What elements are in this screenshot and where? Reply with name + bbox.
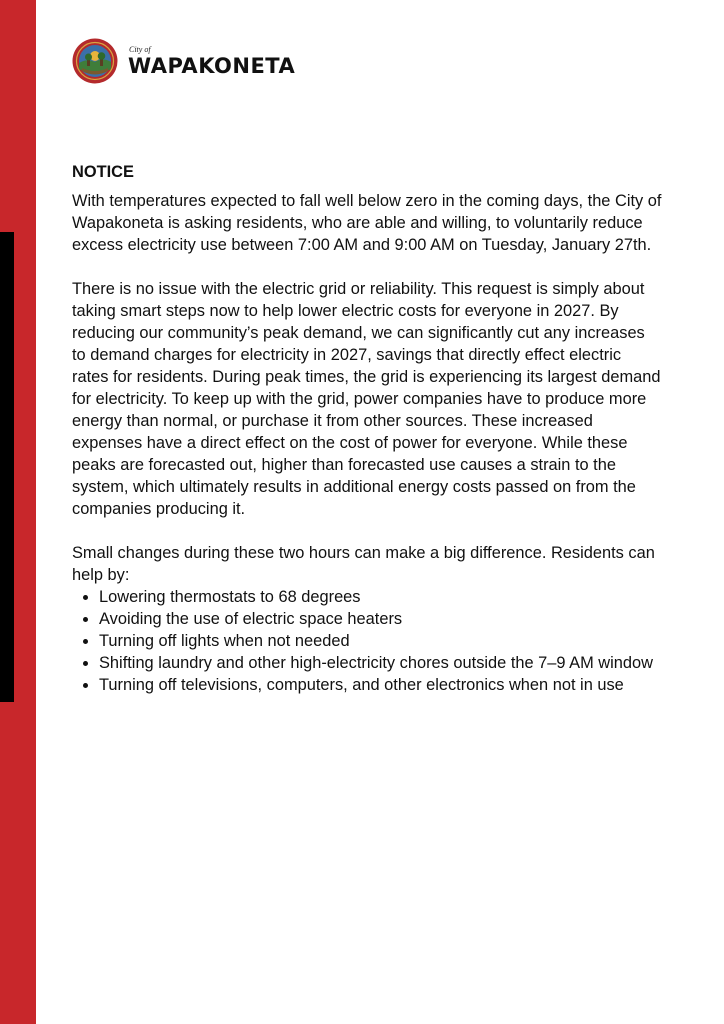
list-item: • Turning off lights when not needed bbox=[99, 630, 662, 652]
list-item: • Avoiding the use of electric space heaters bbox=[99, 608, 662, 630]
notice-title: NOTICE bbox=[72, 163, 134, 181]
list-item: • Turning off televisions, computers, and other electronics when not in use bbox=[99, 674, 662, 696]
city-logo bbox=[72, 38, 295, 84]
city-of-label: City of bbox=[129, 44, 151, 54]
notice-paragraph-1: With temperatures expected to fall well below zero in the coming days, the City of Wapakoneta is asking residents, who are able and willing, to voluntarily reduce excess electricity use between 7:00 AM and 9:00 AM on Tuesday, January 27th. bbox=[72, 192, 662, 254]
tips-list bbox=[72, 586, 662, 696]
left-black-bar bbox=[0, 232, 14, 702]
city-seal-icon bbox=[72, 38, 118, 84]
notice-paragraph-2: There is no issue with the electric grid or reliability. This request is simply about taking smart steps now to help lower electric costs for everyone in 2027. By reducing our community’s peak demand, we can significantly cut any increases to demand charges for electricity in 2027, savings that directly effect electric rates for residents. During peak times, the grid is experiencing its largest demand for electricity. To keep up with the grid, power companies have to produce more energy than normal, or purchase it from other sources. These increased expenses have a direct effect on the cost of power for everyone. While these peaks are forecasted out, higher than forecasted use causes a strain to the system, which ultimately results in additional energy costs passed on from the companies producing it. bbox=[72, 280, 661, 518]
notice-body bbox=[72, 160, 662, 696]
list-item: • Lowering thermostats to 68 degrees bbox=[99, 586, 662, 608]
list-item: • Shifting laundry and other high-electricity chores outside the 7–9 AM window bbox=[99, 652, 662, 674]
city-name-wordmark: WAPAKONETA bbox=[128, 53, 296, 78]
notice-paragraph-3: Small changes during these two hours can make a big difference. Residents can help by: bbox=[72, 544, 655, 584]
